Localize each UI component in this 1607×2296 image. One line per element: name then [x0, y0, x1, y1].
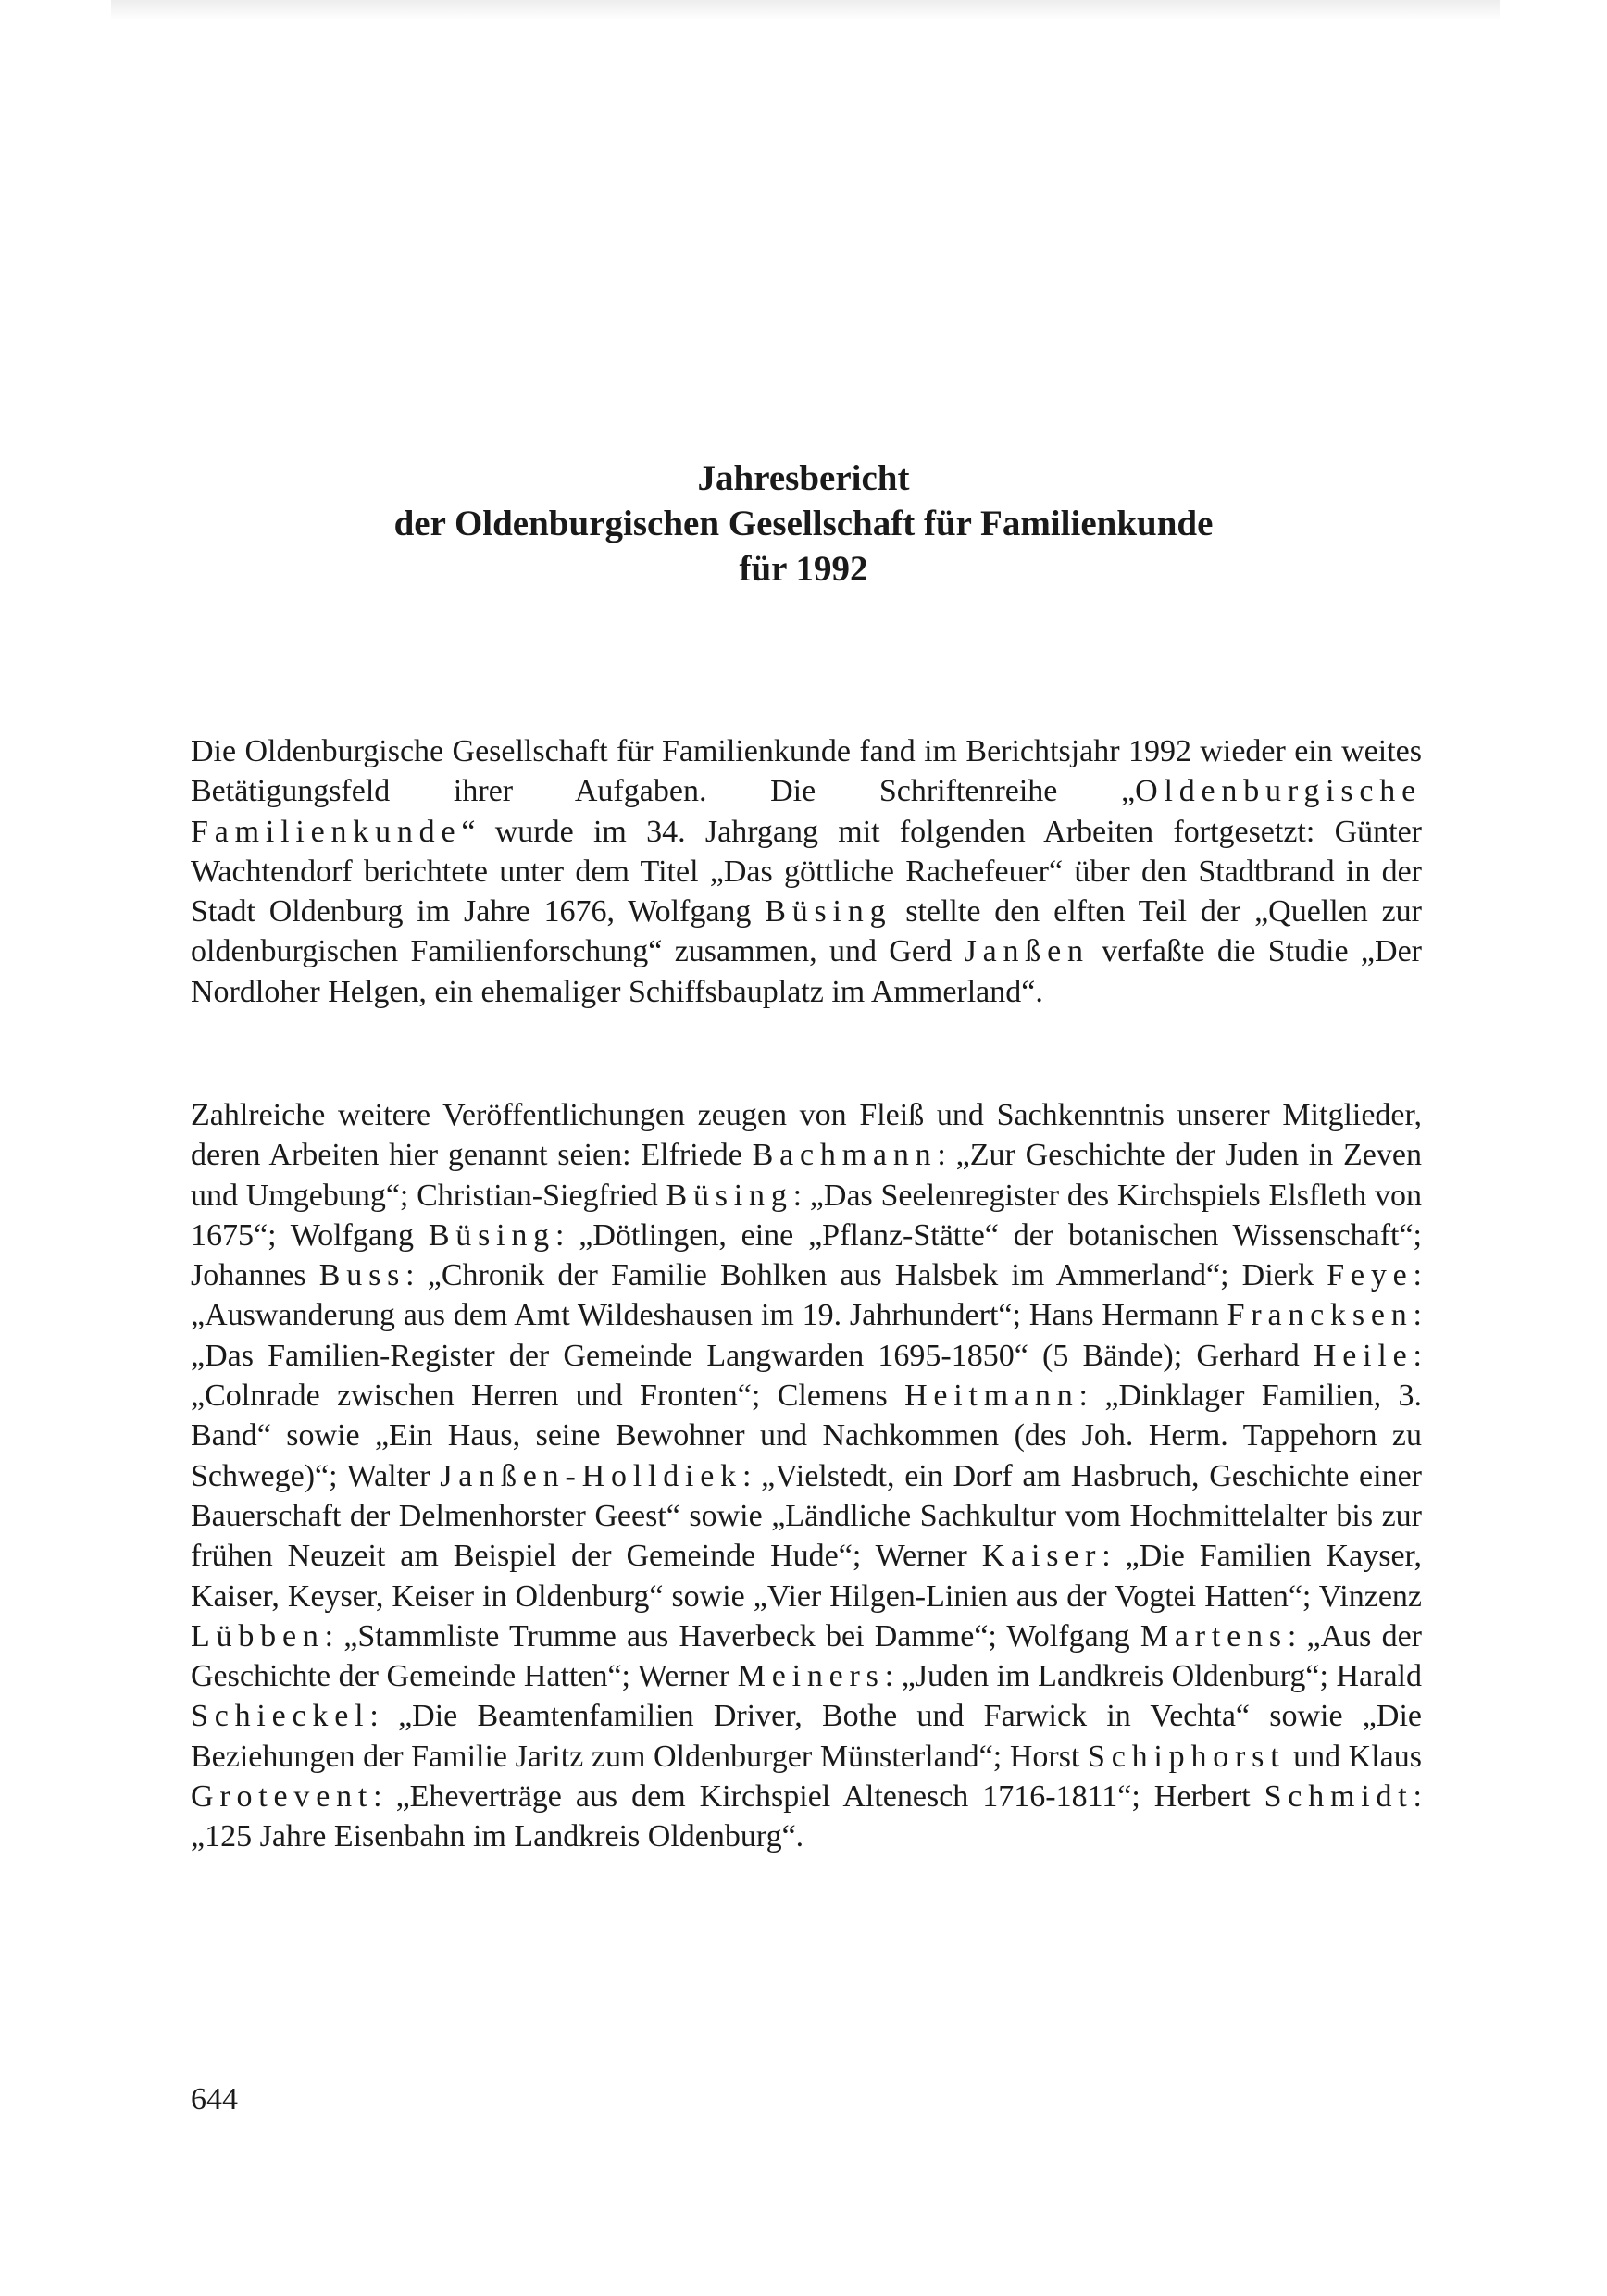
text-run: : „Eheverträge aus dem Kirchspiel Altenesch 1716-1811“; Herbert: [373, 1779, 1264, 1815]
author-name: Schiphorst: [1088, 1739, 1286, 1774]
author-name: Schieckel: [191, 1699, 370, 1734]
text-run: : „Das Familien-Register der Gemeinde Langwarden 1695-1850“ (5 Bände); Gerhard: [191, 1298, 1422, 1373]
author-name: Büsing: [666, 1178, 793, 1213]
author-name: Grotevent: [191, 1779, 374, 1815]
page-number: 644: [191, 2082, 238, 2116]
author-name: Heitmann: [904, 1379, 1079, 1414]
author-name: Buss: [318, 1258, 406, 1293]
author-name: Büsing: [428, 1217, 555, 1253]
text-run: : „Aus der Geschichte der Gemeinde Hatten“; Werner: [191, 1618, 1422, 1694]
text-run: : „Dinklager Familien, 3. Band“ sowie „Ein Haus, seine Bewohner und Nachkommen (des Joh. Herm. Tappehorn zu Schwege)“; Walter: [191, 1379, 1422, 1493]
text-run: : „125 Jahre Eisenbahn im Landkreis Oldenburg“.: [191, 1779, 1422, 1854]
text-run: : „Die Familien Kayser, Kaiser, Keyser, Keiser in Oldenburg“ sowie „Vier Hilgen-Linien aus der Vogtei Hatten“; Vinzenz: [191, 1539, 1422, 1614]
text-run: verfaßte die Studie „Der Nordloher Helgen, ein ehemaliger Schiffsbauplatz im Ammerland“.: [191, 934, 1422, 1009]
text-run: : „Zur Geschichte der Juden in Zeven und Umgebung“; Christian-Siegfried: [191, 1138, 1422, 1213]
author-name: Bachmann: [752, 1138, 938, 1173]
text-run: Die Oldenburgische Gesellschaft für Familienkunde fand im Berichtsjahr 1992 wieder ein weites Betätigungsfeld ihrer Aufgaben. Die Schriftenreihe „: [191, 734, 1422, 809]
author-name: Martens: [1140, 1618, 1288, 1653]
text-run: “ wurde im 34. Jahrgang mit folgenden Arbeiten fortgesetzt: Günter Wachtendorf berichtete unter dem Titel „Das göttliche Rachefeuer“ über den Stadtbrand in der Stadt Oldenburg im Jahre 1676, Wolfgang: [191, 814, 1422, 930]
title-line-3: für 1992: [739, 549, 868, 589]
paragraph-member-publications: [191, 1095, 1422, 1857]
report-title: [185, 455, 1422, 592]
author-name: Francksen: [1227, 1298, 1414, 1333]
paragraph-series-publications: [191, 731, 1422, 1012]
text-run: : „Vielstedt, ein Dorf am Hasbruch, Geschichte einer Bauerschaft der Delmenhorster Geest“ sowie „Ländliche Sachkultur vom Hochmittelalter bis zur frühen Neuzeit am Beispiel der Gemeinde Hude“; Werner: [191, 1458, 1422, 1574]
scan-edge-shadow: [111, 0, 1500, 20]
series-name: Oldenburgische Familienkunde: [191, 774, 1422, 849]
author-name: Kaiser: [981, 1539, 1102, 1574]
text-run: : „Auswanderung aus dem Amt Wildeshausen im 19. Jahrhundert“; Hans Hermann: [191, 1258, 1422, 1333]
author-name: Janßen-Holldiek: [440, 1458, 742, 1493]
text-run: : „Juden im Landkreis Oldenburg“; Harald: [884, 1659, 1423, 1694]
author-name: Büsing: [765, 894, 892, 930]
text-run: stellte den elften Teil der „Quellen zur oldenburgischen Familienforschung“ zusammen, und Gerd: [191, 894, 1423, 969]
text-run: : „Chronik der Familie Bohlken aus Halsbek im Ammerland“; Dierk: [405, 1258, 1327, 1293]
author-name: Janßen: [964, 934, 1090, 969]
text-run: : „Das Seelenregister des Kirchspiels Elsfleth von 1675“; Wolfgang: [191, 1178, 1422, 1253]
author-name: Meiners: [737, 1659, 885, 1694]
title-line-2: der Oldenburgischen Gesellschaft für Familienkunde: [393, 504, 1214, 543]
author-name: Lübben: [191, 1618, 325, 1653]
text-run: : „Stammliste Trumme aus Haverbeck bei Damme“; Wolfgang: [324, 1618, 1140, 1653]
author-name: Heile: [1313, 1338, 1414, 1373]
author-name: Feye: [1327, 1258, 1414, 1293]
text-run: : „Colnrade zwischen Herren und Fronten“; Clemens: [191, 1338, 1422, 1414]
text-run: und Klaus: [1285, 1739, 1422, 1774]
text-run: : „Die Beamtenfamilien Driver, Bothe und Farwick in Vechta“ sowie „Die Beziehungen der Familie Jaritz zum Oldenburger Münsterland“; Horst: [191, 1699, 1422, 1774]
author-name: Schmidt: [1264, 1779, 1414, 1815]
text-run: : „Dötlingen, eine „Pflanz-Stätte“ der botanischen Wissenschaft“; Johannes: [191, 1217, 1422, 1293]
text-run: Zahlreiche weitere Veröffentlichungen zeugen von Fleiß und Sachkenntnis unserer Mitglieder, deren Arbeiten hier genannt seien: Elfriede: [191, 1098, 1422, 1173]
title-line-1: Jahresbericht: [697, 458, 910, 498]
